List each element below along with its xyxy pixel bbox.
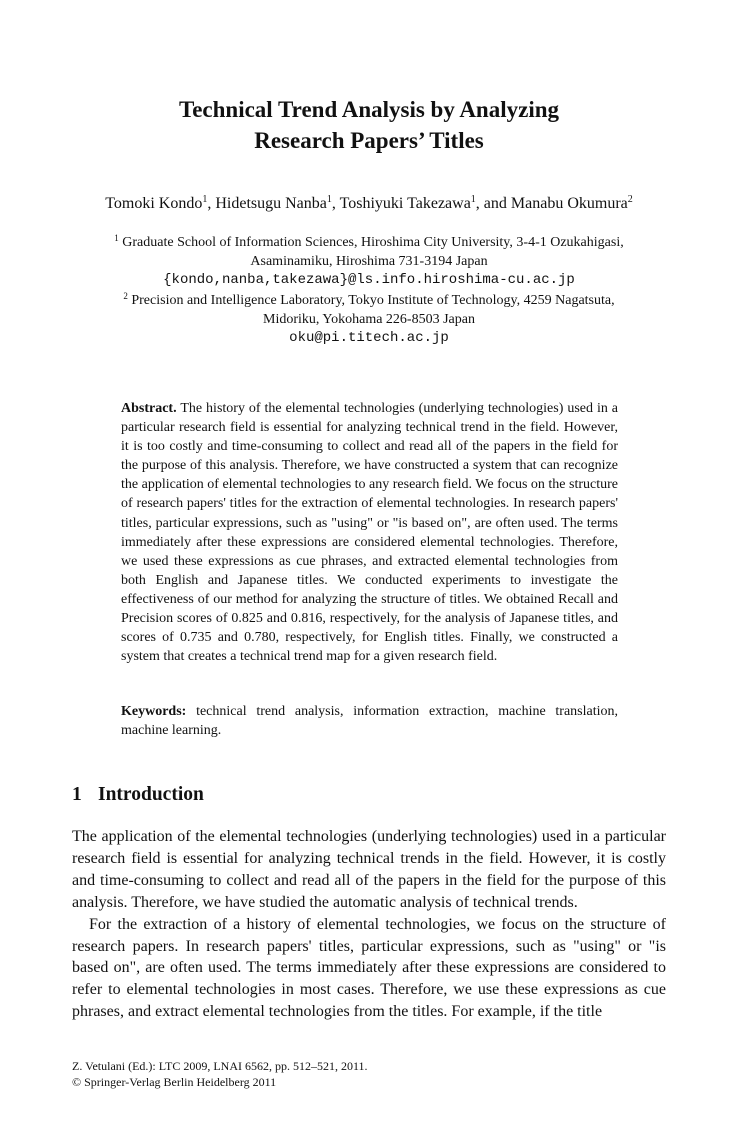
section-heading <box>72 782 204 808</box>
affiliation-block <box>0 233 738 348</box>
author-separator: , <box>207 195 216 212</box>
introduction-body <box>72 826 666 1023</box>
author-separator: , <box>331 195 340 212</box>
affiliation-2-text: Precision and Intelligence Laboratory, Tokyo Institute of Technology, 4259 Nagatsuta, <box>131 292 615 308</box>
paragraph: The application of the elemental technologies (underlying technologies) used in a particular research field is essential for analyzing technical trends in the field. However, it is costly and time-consuming to collect and read all of the papers in the field for the purpose of this analysis. Therefore, we have studied the automatic analysis of technical trends. <box>72 828 666 911</box>
affiliation-1-mark: 1 <box>114 233 119 243</box>
paper-title <box>0 94 738 156</box>
author-name: Hidetsugu Nanba <box>215 195 327 212</box>
author-affiliation-mark: 1 <box>470 194 476 205</box>
keywords-text: technical trend analysis, information extraction, machine translation, machine learning. <box>121 704 619 739</box>
citation-line: Z. Vetulani (Ed.): LTC 2009, LNAI 6562, pp. 512–521, 2011. <box>72 1059 368 1073</box>
copyright-footer <box>72 1058 368 1090</box>
paragraph: For the extraction of a history of elemental technologies, we focus on the structure of research papers. In research papers' titles, particular expressions, such as "using" or "is based on", are often used. The terms immediately after these expressions are considered to refer to elemental technologies in most cases. Therefore, we use these expressions as cue phrases, and extract elemental technologies from the titles. For example, if the title <box>72 915 666 1021</box>
author-separator: , and <box>475 195 511 212</box>
affiliation-2-email: oku@pi.titech.ac.jp <box>289 330 449 347</box>
abstract-text: The history of the elemental technologies (underlying technologies) used in a particular research field is essential for analyzing technical trend in the field. However, it is too costly and time-consuming to collect and read all of the papers in the field for the purpose of this analysis. Therefore, we have constructed a system that can recognize the application of elemental technologies to any research field. We focus on the structure of research papers' titles for the extraction of elemental technologies. In research papers' titles, particular expressions, such as "using" or "is based on", are often used. The terms immediately after these expressions are considered elemental technologies. Therefore, we used these expressions as cue phrases, and extracted elemental technologies from both English and Japanese titles. We conducted experiments to investigate the effectiveness of our method for analyzing the structure of titles. We obtained Recall and Precision scores of 0.825 and 0.816, respectively, for the analysis of Japanese titles, and scores of 0.735 and 0.780, respectively, for English titles. Finally, we constructed a system that creates a technical trend map for a given research field. <box>121 401 618 665</box>
keywords <box>121 702 618 740</box>
author-name: Manabu Okumura <box>510 195 628 212</box>
author-name: Toshiyuki Takezawa <box>339 195 471 212</box>
title-line-2: Research Papers’ Titles <box>254 128 484 153</box>
affiliation-1-text: Graduate School of Information Sciences, Hiroshima City University, 3-4-1 Ozukahigasi, <box>122 235 624 250</box>
section-title: Introduction <box>98 784 204 805</box>
section-number: 1 <box>72 784 82 805</box>
title-line-1: Technical Trend Analysis by Analyzing <box>178 97 560 122</box>
abstract <box>121 399 618 666</box>
author-list <box>0 193 738 215</box>
author-affiliation-mark: 2 <box>627 194 633 205</box>
affiliation-1-line-2: Asaminamiku, Hiroshima 731-3194 Japan <box>250 254 488 270</box>
affiliation-2-mark: 2 <box>123 290 128 301</box>
keywords-label: Keywords: <box>121 704 187 719</box>
affiliation-1-line-1 <box>0 233 738 252</box>
affiliation-2-line-2: Midoriku, Yokohama 226-8503 Japan <box>263 311 475 327</box>
author-affiliation-mark: 1 <box>202 194 208 205</box>
abstract-label: Abstract. <box>121 401 177 416</box>
copyright-line: © Springer-Verlag Berlin Heidelberg 2011 <box>72 1075 277 1089</box>
affiliation-1-email: {kondo,nanba,takezawa}@ls.info.hiroshima-cu.ac.jp <box>163 272 575 289</box>
author-name: Tomoki Kondo <box>105 195 203 212</box>
affiliation-2-line-1 <box>0 291 738 310</box>
author-affiliation-mark: 1 <box>326 194 332 205</box>
